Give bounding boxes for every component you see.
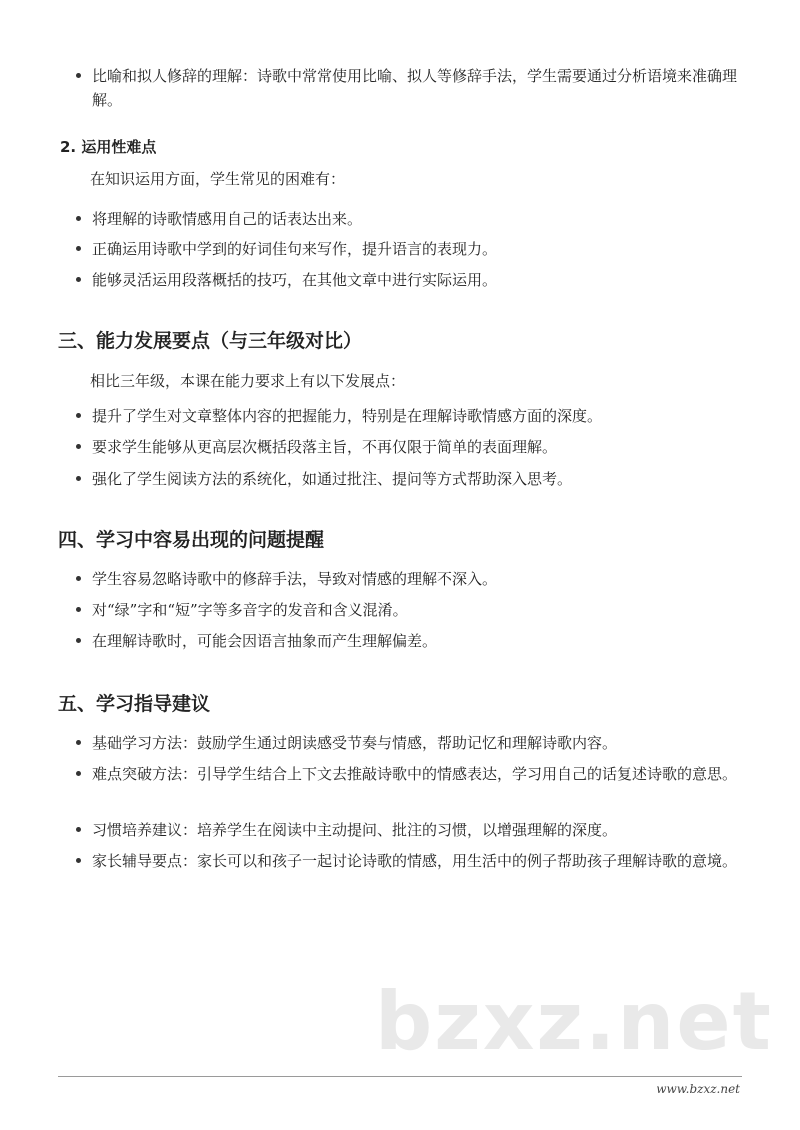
list-item bbox=[78, 268, 738, 292]
list-item-text: 基础学习方法：鼓励学生通过朗读感受节奏与情感，帮助记忆和理解诗歌内容。 bbox=[92, 734, 618, 752]
bullet-icon bbox=[76, 740, 81, 745]
bullet-icon bbox=[76, 216, 81, 221]
bullet-icon bbox=[76, 277, 81, 282]
list-item bbox=[78, 237, 738, 261]
section-heading: 四、学习中容易出现的问题提醒 bbox=[58, 529, 325, 551]
bullet-icon bbox=[76, 607, 81, 612]
bullet-icon bbox=[76, 827, 81, 832]
footer-url: www.bzxz.net bbox=[656, 1082, 740, 1096]
bullet-icon bbox=[76, 413, 81, 418]
watermark: bzxz.net bbox=[375, 975, 773, 1068]
list-item-text: 习惯培养建议：培养学生在阅读中主动提问、批注的习惯，以增强理解的深度。 bbox=[92, 821, 618, 839]
footer-divider bbox=[58, 1076, 742, 1077]
bullet-icon bbox=[76, 476, 81, 481]
list-item bbox=[78, 467, 738, 491]
list-item bbox=[78, 849, 738, 873]
bullet-icon bbox=[76, 771, 81, 776]
list-item-text: 学生容易忽略诗歌中的修辞手法，导致对情感的理解不深入。 bbox=[92, 570, 498, 588]
list-item bbox=[78, 629, 738, 653]
list-item-text: 正确运用诗歌中学到的好词佳句来写作，提升语言的表现力。 bbox=[92, 240, 498, 258]
list-item bbox=[78, 567, 738, 591]
list-item-text: 将理解的诗歌情感用自己的话表达出来。 bbox=[92, 210, 363, 228]
list-item-text: 对“绿”字和“短”字等多音字的发音和含义混淆。 bbox=[92, 601, 408, 619]
list-item-text: 家长辅导要点：家长可以和孩子一起讨论诗歌的情感，用生活中的例子帮助孩子理解诗歌的意境。 bbox=[92, 852, 738, 870]
bullet-icon bbox=[76, 444, 81, 449]
bullet-icon bbox=[76, 858, 81, 863]
section-intro: 相比三年级，本课在能力要求上有以下发展点： bbox=[90, 372, 406, 390]
bullet-icon bbox=[76, 73, 81, 78]
list-item bbox=[78, 207, 738, 231]
bullet-icon bbox=[76, 576, 81, 581]
subsection-heading: 2. 运用性难点 bbox=[60, 138, 157, 156]
list-item bbox=[78, 762, 738, 786]
section-heading: 五、学习指导建议 bbox=[58, 693, 211, 715]
bullet-icon bbox=[76, 246, 81, 251]
list-item-text: 在理解诗歌时，可能会因语言抽象而产生理解偏差。 bbox=[92, 632, 438, 650]
list-item bbox=[78, 435, 738, 459]
list-item-text: 能够灵活运用段落概括的技巧，在其他文章中进行实际运用。 bbox=[92, 271, 498, 289]
list-item-text: 比喻和拟人修辞的理解：诗歌中常常使用比喻、拟人等修辞手法，学生需要通过分析语境来准确理解。 bbox=[92, 67, 738, 109]
list-item-text: 强化了学生阅读方法的系统化，如通过批注、提问等方式帮助深入思考。 bbox=[92, 470, 573, 488]
list-item-text: 要求学生能够从更高层次概括段落主旨，不再仅限于简单的表面理解。 bbox=[92, 438, 558, 456]
list-item-text: 提升了学生对文章整体内容的把握能力，特别是在理解诗歌情感方面的深度。 bbox=[92, 407, 603, 425]
list-item bbox=[78, 731, 738, 755]
list-item bbox=[78, 404, 738, 428]
subsection-intro: 在知识运用方面，学生常见的困难有： bbox=[90, 170, 346, 188]
list-item bbox=[78, 598, 738, 622]
section-heading: 三、能力发展要点（与三年级对比） bbox=[58, 330, 363, 352]
bullet-icon bbox=[76, 638, 81, 643]
list-item bbox=[78, 64, 738, 112]
list-item-text: 难点突破方法：引导学生结合上下文去推敲诗歌中的情感表达，学习用自己的话复述诗歌的意思。 bbox=[92, 765, 738, 783]
list-item bbox=[78, 818, 738, 842]
